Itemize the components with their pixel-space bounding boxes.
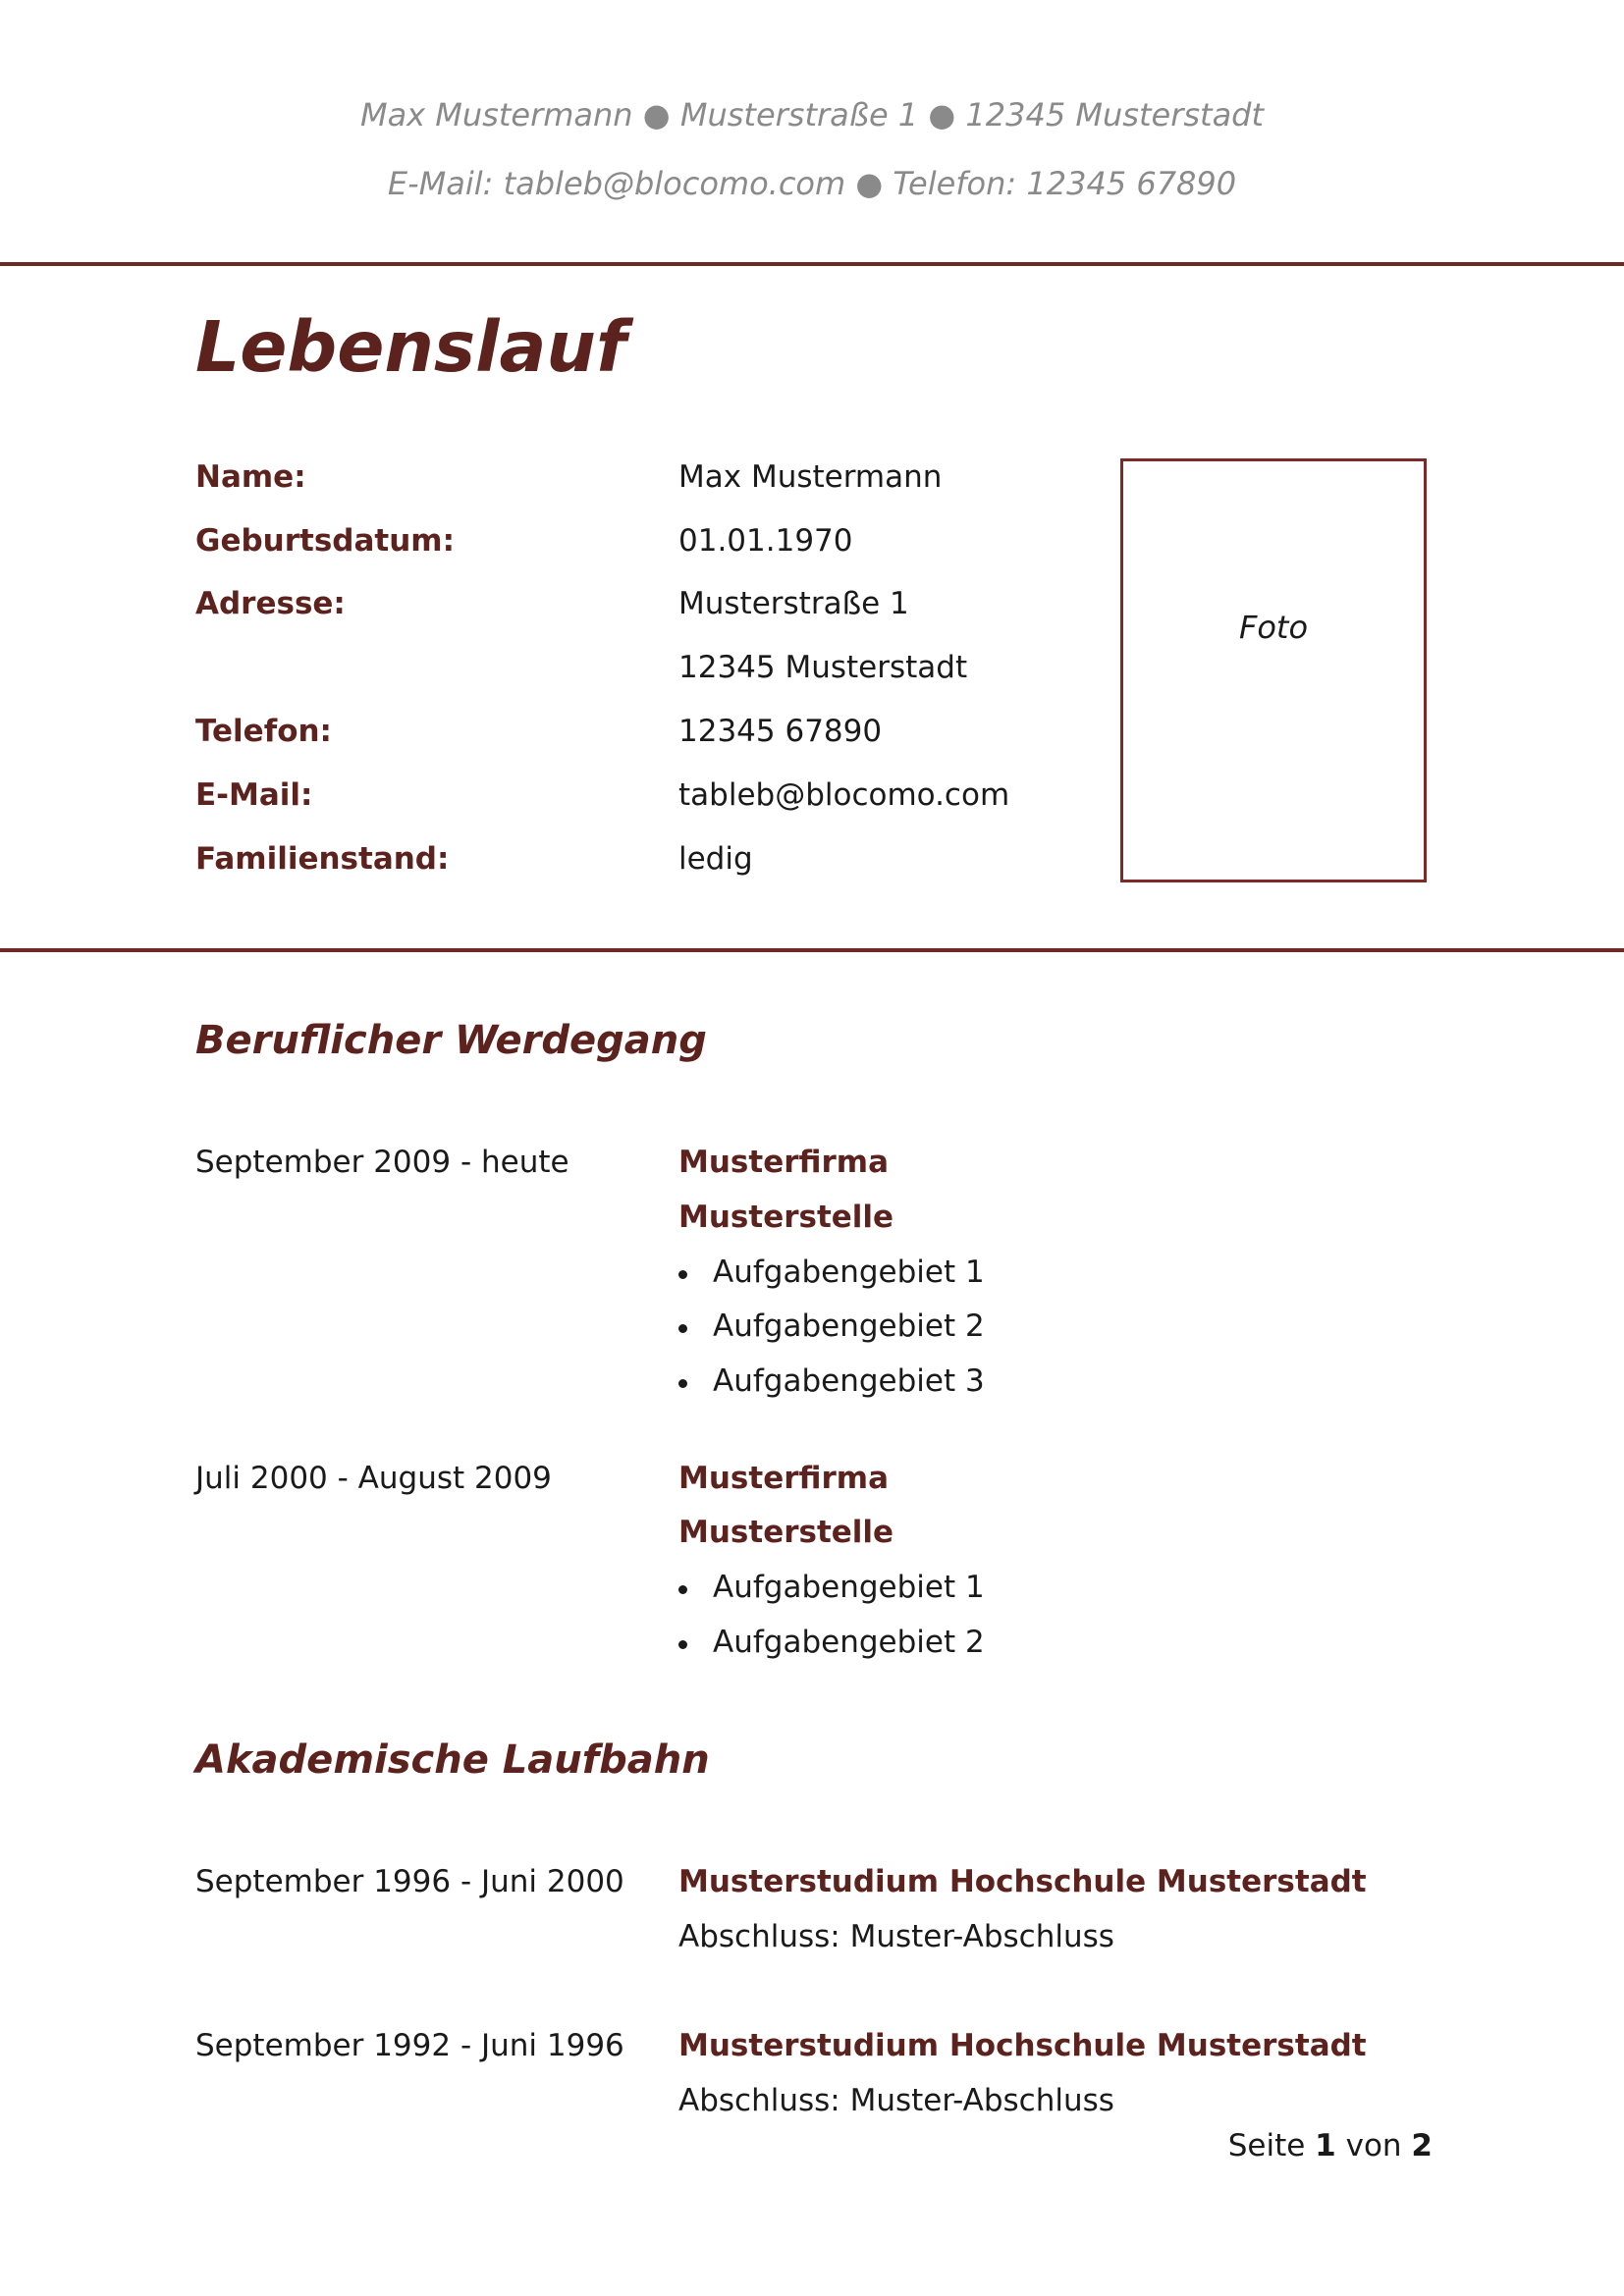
address-label: Adresse: — [195, 586, 346, 621]
marital-status-label: Familienstand: — [195, 841, 450, 877]
photo-label: Foto — [1238, 609, 1309, 646]
bullet-icon — [678, 1640, 687, 1649]
address-street-value: Musterstraße 1 — [678, 586, 909, 621]
name-value: Max Mustermann — [678, 459, 943, 495]
academic-program: Musterstudium Hochschule Musterstadt — [678, 2028, 1367, 2063]
academic-degree: Abschluss: Muster-Abschluss — [678, 2083, 1114, 2118]
phone-label: Telefon: — [195, 714, 332, 749]
total-pages: 2 — [1411, 2128, 1433, 2163]
academic-heading: Akademische Laufbahn — [195, 1737, 710, 1783]
name-label: Name: — [195, 459, 306, 495]
birthdate-value: 01.01.1970 — [678, 523, 853, 559]
email-label: E-Mail: — [195, 777, 313, 813]
career-period: September 2009 - heute — [195, 1145, 569, 1180]
career-company: Musterfirma — [678, 1461, 889, 1496]
bullet-icon — [678, 1585, 687, 1594]
bullet-icon — [678, 1379, 687, 1388]
bullet-icon — [678, 1270, 687, 1279]
bullet-icon — [678, 1324, 687, 1333]
page-title: Lebenslauf — [195, 306, 626, 388]
header-contact-line: E-Mail: tableb@blocomo.com ● Telefon: 12345 67890 — [387, 165, 1237, 202]
task-text: Aufgabengebiet 1 — [713, 1255, 985, 1290]
task-text: Aufgabengebiet 2 — [713, 1625, 985, 1660]
address-city-value: 12345 Musterstadt — [678, 650, 968, 685]
section-divider — [0, 948, 1624, 952]
header-divider — [0, 262, 1624, 266]
page-number — [1228, 2128, 1433, 2163]
birthdate-label: Geburtsdatum: — [195, 523, 455, 559]
page-prefix: Seite — [1227, 2128, 1306, 2163]
page-mid: von — [1345, 2128, 1402, 2163]
career-company: Musterfirma — [678, 1145, 889, 1180]
career-position: Musterstelle — [678, 1515, 894, 1550]
career-period: Juli 2000 - August 2009 — [195, 1461, 552, 1496]
academic-program: Musterstudium Hochschule Musterstadt — [678, 1864, 1367, 1899]
phone-value: 12345 67890 — [678, 714, 883, 749]
academic-period: September 1992 - Juni 1996 — [195, 2028, 624, 2063]
email-value: tableb@blocomo.com — [678, 777, 1010, 813]
photo-placeholder — [1120, 458, 1427, 882]
marital-status-value: ledig — [678, 841, 753, 877]
task-text: Aufgabengebiet 3 — [713, 1363, 985, 1399]
header-address-line: Max Mustermann ● Musterstraße 1 ● 12345 Musterstadt — [359, 96, 1265, 133]
career-heading: Beruflicher Werdegang — [195, 1018, 707, 1063]
academic-period: September 1996 - Juni 2000 — [195, 1864, 624, 1899]
academic-degree: Abschluss: Muster-Abschluss — [678, 1919, 1114, 1954]
task-text: Aufgabengebiet 2 — [713, 1308, 985, 1344]
current-page: 1 — [1315, 2128, 1336, 2163]
career-position: Musterstelle — [678, 1200, 894, 1235]
task-text: Aufgabengebiet 1 — [713, 1570, 985, 1605]
